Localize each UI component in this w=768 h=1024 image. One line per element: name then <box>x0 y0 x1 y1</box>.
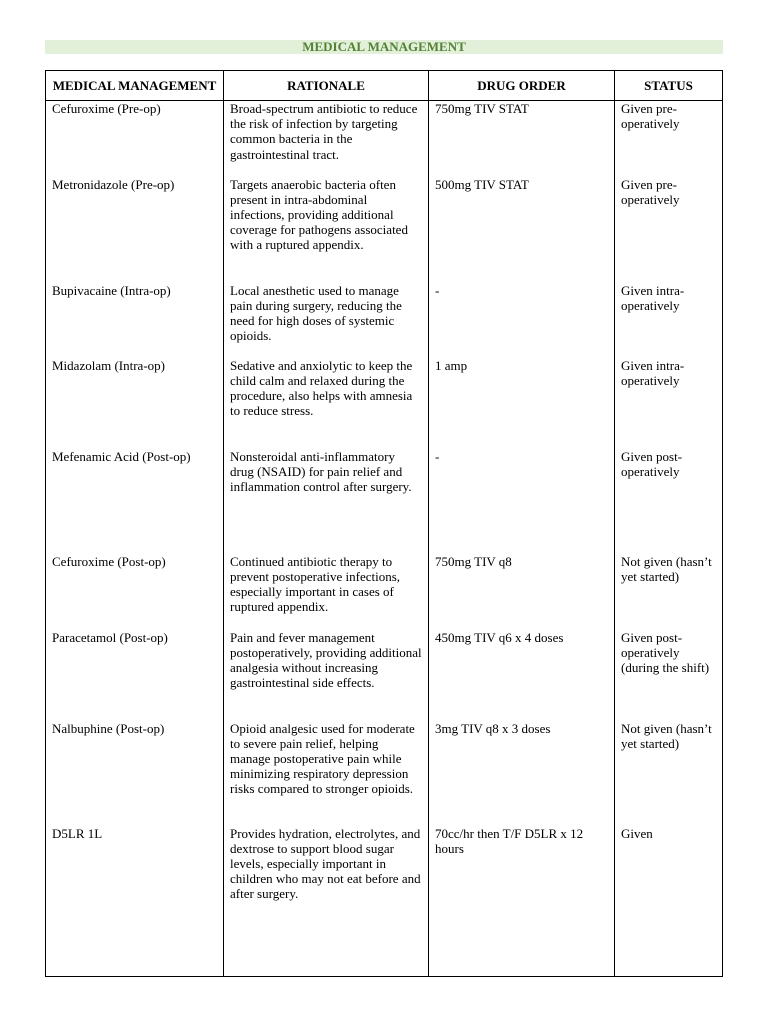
medical-management-table <box>45 70 723 977</box>
header-drug-order: DRUG ORDER <box>429 71 615 101</box>
header-medical-management: MEDICAL MANAGEMENT <box>46 71 224 101</box>
status-cell: Given post-operatively <box>615 449 723 554</box>
drug-order-cell: 1 amp <box>429 358 615 449</box>
drug-order-cell: - <box>429 449 615 554</box>
medication-cell: Metronidazole (Pre-op) <box>46 177 224 283</box>
status-cell: Given intra-operatively <box>615 358 723 449</box>
table-row <box>46 358 723 449</box>
table-row <box>46 101 723 177</box>
table-row <box>46 554 723 630</box>
rationale-cell: Opioid analgesic used for moderate to severe pain relief, helping manage postoperative pain while minimizing respiratory depression risks compared to stronger opioids. <box>224 721 429 826</box>
table-row <box>46 630 723 721</box>
rationale-cell: Continued antibiotic therapy to prevent postoperative infections, especially important in cases of ruptured appendix. <box>224 554 429 630</box>
drug-order-cell: 500mg TIV STAT <box>429 177 615 283</box>
status-cell: Not given (hasn’t yet started) <box>615 554 723 630</box>
rationale-cell: Nonsteroidal anti-inflammatory drug (NSAID) for pain relief and inflammation control after surgery. <box>224 449 429 554</box>
medication-cell: Bupivacaine (Intra-op) <box>46 283 224 358</box>
drug-order-cell: 70cc/hr then T/F D5LR x 12 hours <box>429 826 615 977</box>
status-cell: Given <box>615 826 723 977</box>
medication-cell: Paracetamol (Post-op) <box>46 630 224 721</box>
table-row <box>46 283 723 358</box>
status-cell: Given intra-operatively <box>615 283 723 358</box>
header-status: STATUS <box>615 71 723 101</box>
medication-cell: Midazolam (Intra-op) <box>46 358 224 449</box>
drug-order-cell: 750mg TIV STAT <box>429 101 615 177</box>
drug-order-cell: 750mg TIV q8 <box>429 554 615 630</box>
drug-order-cell: 3mg TIV q8 x 3 doses <box>429 721 615 826</box>
drug-order-cell: 450mg TIV q6 x 4 doses <box>429 630 615 721</box>
rationale-cell: Sedative and anxiolytic to keep the child calm and relaxed during the procedure, also helps with amnesia to reduce stress. <box>224 358 429 449</box>
medication-cell: Cefuroxime (Post-op) <box>46 554 224 630</box>
rationale-cell: Pain and fever management postoperatively, providing additional analgesia without increasing gastrointestinal side effects. <box>224 630 429 721</box>
table-row <box>46 449 723 554</box>
status-cell: Not given (hasn’t yet started) <box>615 721 723 826</box>
status-cell: Given post-operatively (during the shift) <box>615 630 723 721</box>
table-header-row <box>46 71 723 101</box>
section-title: MEDICAL MANAGEMENT <box>45 40 723 54</box>
status-cell: Given pre-operatively <box>615 177 723 283</box>
medication-cell: D5LR 1L <box>46 826 224 977</box>
medication-cell: Nalbuphine (Post-op) <box>46 721 224 826</box>
medication-cell: Cefuroxime (Pre-op) <box>46 101 224 177</box>
rationale-cell: Broad-spectrum antibiotic to reduce the risk of infection by targeting common bacteria in the gastrointestinal tract. <box>224 101 429 177</box>
header-rationale: RATIONALE <box>224 71 429 101</box>
drug-order-cell: - <box>429 283 615 358</box>
table-row <box>46 826 723 977</box>
rationale-cell: Local anesthetic used to manage pain during surgery, reducing the need for high doses of systemic opioids. <box>224 283 429 358</box>
table-row <box>46 721 723 826</box>
rationale-cell: Provides hydration, electrolytes, and dextrose to support blood sugar levels, especially important in children who may not eat before and after surgery. <box>224 826 429 977</box>
table-row <box>46 177 723 283</box>
medication-cell: Mefenamic Acid (Post-op) <box>46 449 224 554</box>
status-cell: Given pre-operatively <box>615 101 723 177</box>
rationale-cell: Targets anaerobic bacteria often present in intra-abdominal infections, providing additional coverage for pathogens associated with a ruptured appendix. <box>224 177 429 283</box>
